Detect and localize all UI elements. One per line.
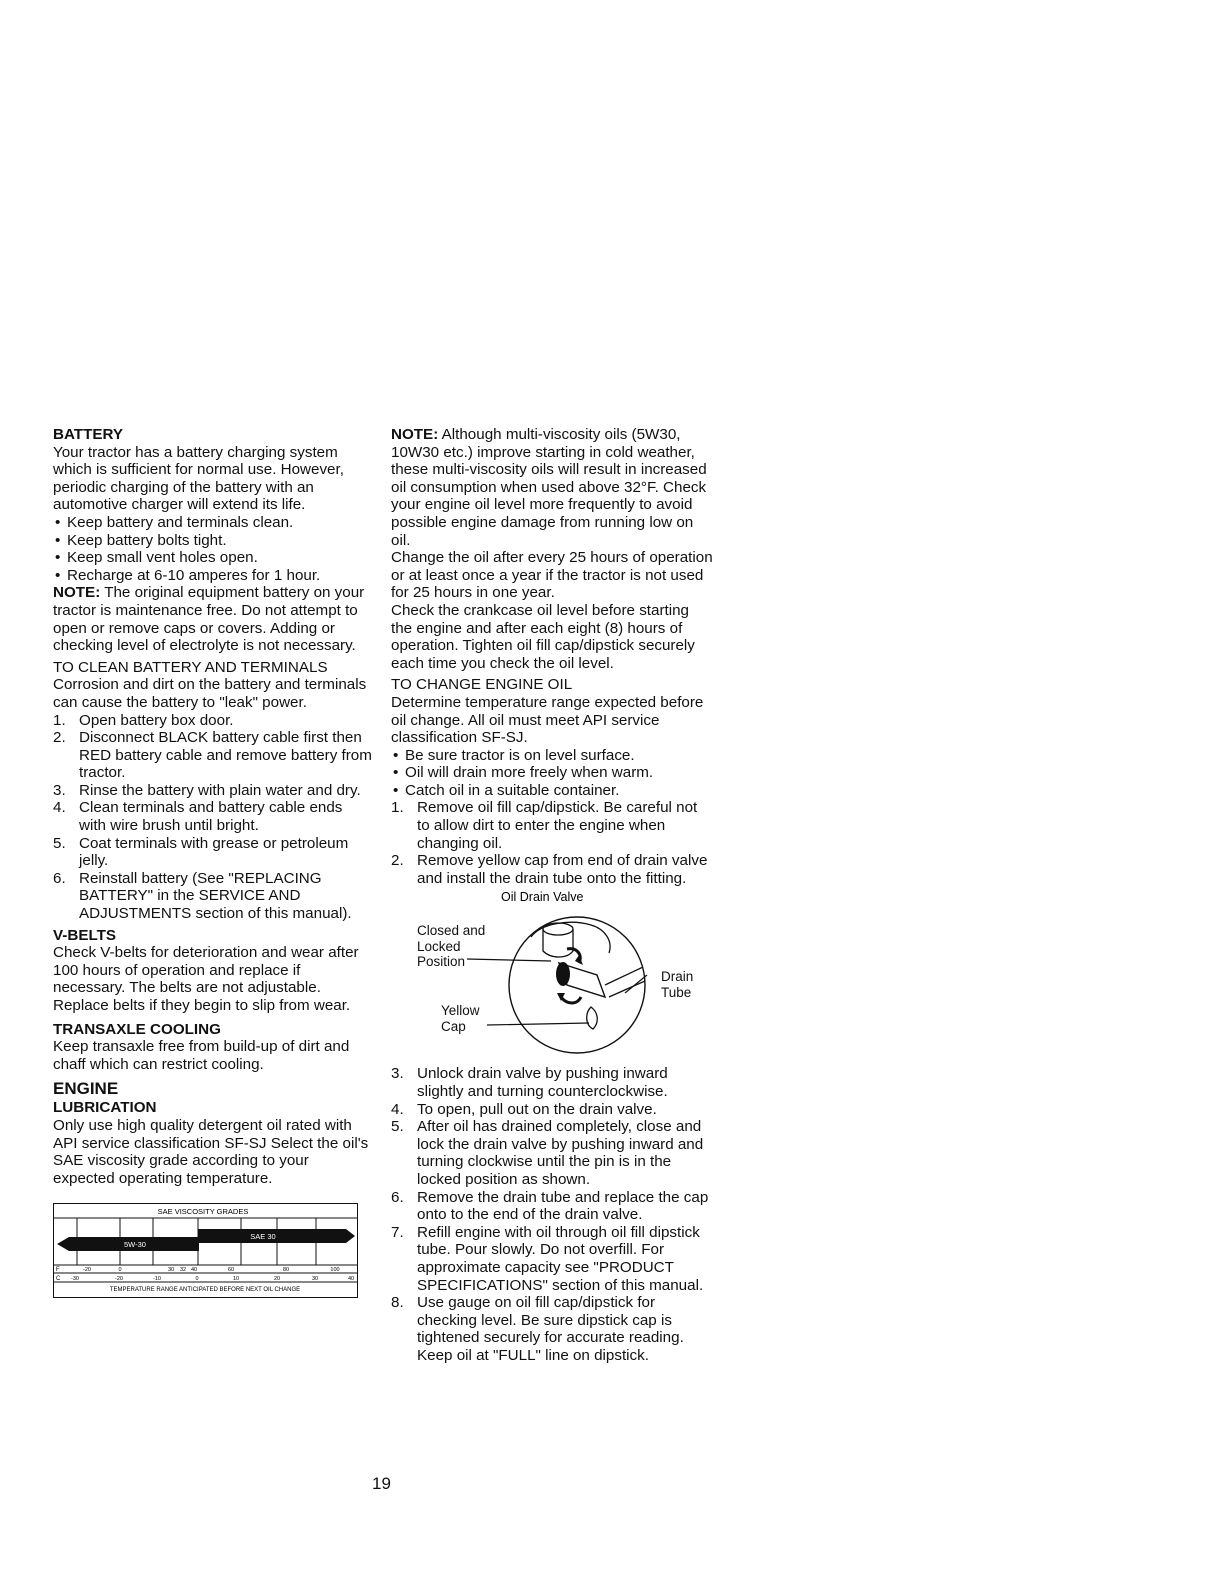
step-number: 4. [391,1100,404,1118]
list-item: • Keep battery and terminals clean. [53,514,373,532]
c-tick: 40 [347,1276,355,1283]
step-number: 6. [53,869,66,887]
list-item: • Be sure tractor is on level surface. [391,747,713,765]
step-text: Coat terminals with grease or petroleum jelly. [79,834,349,870]
f-tick: 32 [179,1267,187,1274]
viscosity-note-text: Although multi-viscosity oils (5W30, 10W30 etc.) improve starting in cold weather, these multi-viscosity oils will result in increased oil consumption when used above 32°F. Check your engine oil level more frequently to avoid possible engine damage from running low on oil. [391,426,707,549]
f-tick: 0 [118,1267,122,1274]
detail-circle [509,917,645,1053]
step-text: After oil has drained completely, close and lock the drain valve by pushing inward and turning clockwise until the pin is in the locked position as shown. [417,1118,704,1188]
label-closed: Closed and [417,923,486,939]
label-drain: Tube [661,985,692,1001]
list-item [391,1189,713,1224]
list-item [391,1224,713,1294]
c-tick: 0 [195,1276,199,1283]
list-item [53,870,373,923]
list-item [53,712,373,730]
step-text: Use gauge on oil fill cap/dipstick for checking level. Be sure dipstick cap is tightened securely for accurate reading. Keep oil at "FULL" line on dipstick. [417,1294,684,1364]
lubrication-text: Only use high quality detergent oil rated with API service classification SF-SJ Select the oil's SAE viscosity grade according to your expected operating temperature. [53,1116,369,1187]
step-number: 8. [391,1294,404,1312]
battery-note-text: The original equipment battery on your tractor is maintenance free. Do not attempt to open or remove caps or covers. Adding or checking level of electrolyte is not necessary. [53,584,365,655]
list-item: • Keep battery bolts tight. [53,532,373,550]
list-item [391,1101,713,1119]
c-tick: -20 [115,1276,123,1283]
5w30-label: 5W-30 [124,1240,146,1250]
right-column [391,426,713,1365]
step-text: Clean terminals and battery cable ends with wire brush until bright. [79,799,343,835]
step-text: Remove oil fill cap/dipstick. Be careful not to allow dirt to enter the engine when changing oil. [417,799,698,852]
f-tick: 80 [282,1267,290,1274]
step-number: 4. [53,799,66,817]
list-item: • Catch oil in a suitable container. [391,782,713,800]
label-yellow: Cap [441,1019,466,1035]
check-level-text: Check the crankcase oil level before starting the engine and after each eight (8) hours of operation. Tighten oil fill cap/dipstick securely each time you check the oil level. [391,601,695,672]
sae30-arrow [346,1229,355,1243]
step-text: Remove the drain tube and replace the cap onto to the end of the drain valve. [417,1188,709,1224]
f-tick: 40 [190,1267,198,1274]
c-ticks [71,1276,354,1282]
transaxle-text: Keep transaxle free from build-up of dirt and chaff which can restrict cooling. [53,1038,350,1073]
step-number: 1. [391,799,404,817]
list-item: • Oil will drain more freely when warm. [391,764,713,782]
step-number: 5. [53,834,66,852]
note-label: NOTE: [391,426,439,443]
f-tick: 60 [227,1267,235,1274]
step-number: 6. [391,1188,404,1206]
list-item [391,1118,713,1188]
label-closed: Locked [417,939,461,955]
left-column [53,426,373,1299]
5w30-arrow [57,1237,69,1251]
label-drain: Drain [661,969,694,985]
c-tick: 30 [311,1276,319,1283]
list-item [53,799,373,834]
vbelts-text: Check V-belts for deterioration and wear after 100 hours of operation and replace if necessary. The belts are not adjustable. Replace belts if they begin to slip from wear. [53,944,359,1014]
c-tick: -10 [153,1276,161,1283]
step-text: Rinse the battery with plain water and dry. [79,781,361,799]
step-text: Refill engine with oil through oil fill dipstick tube. Pour slowly. Do not overfill. For approximate capacity see "PRODUCT SPECIFICATIONS" section of this manual. [417,1223,704,1294]
step-number: 3. [391,1065,404,1083]
label-yellow: Yellow [441,1003,480,1019]
list-item: • Recharge at 6-10 amperes for 1 hour. [53,567,373,585]
sae-viscosity-chart [53,1203,359,1299]
step-number: 7. [391,1223,404,1241]
f-tick: 30 [167,1267,175,1274]
c-label: C [56,1276,61,1283]
engine-heading: ENGINE [53,1079,119,1099]
step-text: Remove yellow cap from end of drain valve and install the drain tube onto the fitting. [417,852,708,887]
step-text: Open battery box door. [79,711,234,729]
f-tick: -20 [83,1267,91,1274]
list-item: • Keep small vent holes open. [53,549,373,567]
f-label: F [56,1267,60,1274]
sae30-label: SAE 30 [250,1232,276,1242]
f-tick: 100 [330,1267,340,1274]
figure-title: Oil Drain Valve [501,890,584,905]
step-text: Reinstall battery (See "REPLACING BATTERY" in the SERVICE AND ADJUSTMENTS section of this manual). [79,869,352,923]
change-oil-steps-b [391,1065,713,1364]
list-item [53,782,373,800]
change-oil-bullets [391,747,713,800]
label-closed: Position [417,954,466,970]
change-oil-intro: Determine temperature range expected before oil change. All oil must meet API service classification SF-SJ. [391,693,704,747]
battery-heading: BATTERY [53,426,124,443]
c-tick: 20 [273,1276,281,1283]
battery-note [53,584,373,654]
list-item [391,852,713,887]
step-number: 1. [53,711,66,729]
step-number: 5. [391,1118,404,1136]
clean-heading: TO CLEAN BATTERY AND TERMINALS [53,658,328,676]
step-number: 2. [53,729,66,747]
c-tick: -30 [71,1276,79,1283]
c-tick: 10 [232,1276,240,1283]
f-ticks [83,1267,340,1273]
page-number: 19 [372,1474,391,1493]
step-number: 3. [53,781,66,799]
list-item [391,799,713,852]
step-number: 2. [391,852,404,870]
list-item [53,729,373,782]
list-item [391,1065,713,1100]
step-text: Disconnect BLACK battery cable first then RED battery cable and remove battery from tractor. [79,729,372,782]
battery-intro: Your tractor has a battery charging system which is sufficient for normal use. However, periodic charging of the battery with an automotive charger will extend its life. [53,443,344,514]
chart-title: SAE VISCOSITY GRADES [157,1207,249,1217]
step-text: To open, pull out on the drain valve. [417,1100,657,1118]
oil-drain-valve-figure [391,889,713,1059]
note-label: NOTE: [53,584,101,602]
vbelts-heading: V-BELTS [53,926,117,944]
transaxle-heading: TRANSAXLE COOLING [53,1020,221,1038]
valve-pin [556,962,570,986]
clean-intro: Corrosion and dirt on the battery and terminals can cause the battery to "leak" power. [53,676,367,711]
change-oil-steps-a [391,799,713,887]
change-oil-heading: TO CHANGE ENGINE OIL [391,676,573,694]
chart-footer: TEMPERATURE RANGE ANTICIPATED BEFORE NEXT OIL CHANGE [109,1287,301,1294]
lubrication-heading: LUBRICATION [53,1099,157,1117]
list-item [53,835,373,870]
battery-bullets [53,514,373,584]
clean-steps [53,712,373,923]
step-text: Unlock drain valve by pushing inward slightly and turning counterclockwise. [417,1065,668,1101]
change-interval-text: Change the oil after every 25 hours of operation or at least once a year if the tractor is not used for 25 hours in one year. [391,549,713,602]
viscosity-note [391,426,713,549]
list-item [391,1294,713,1364]
